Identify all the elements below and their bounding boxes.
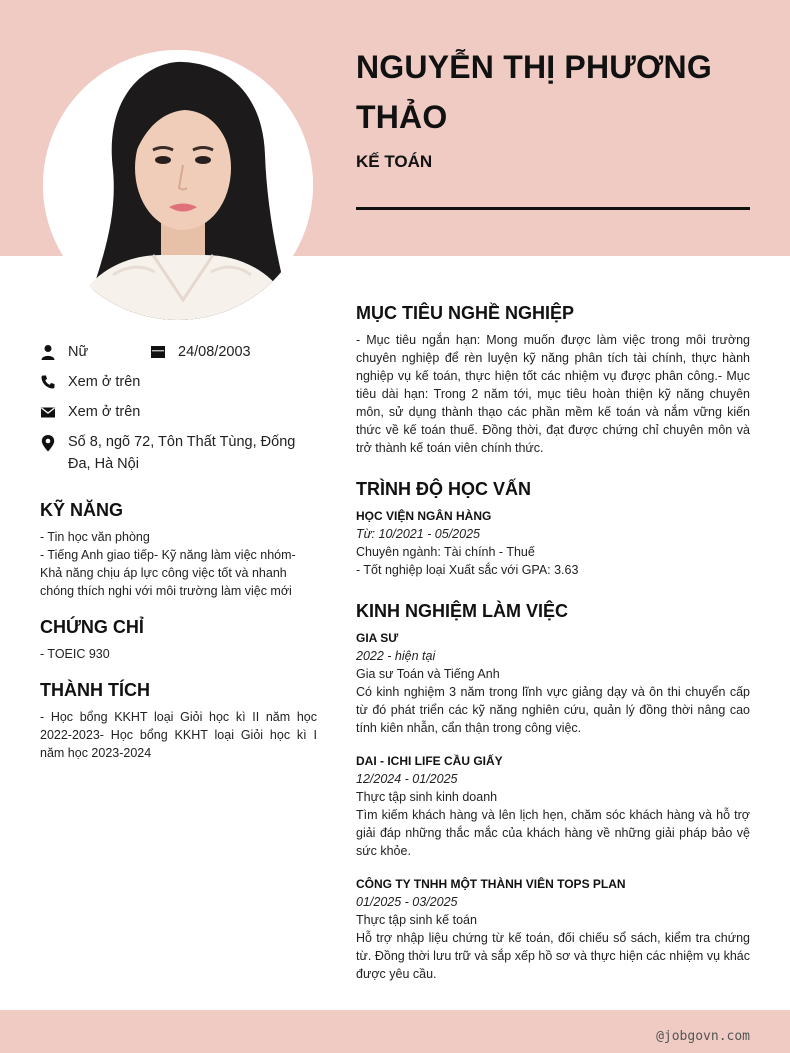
calendar-icon xyxy=(150,344,166,360)
location-pin-icon xyxy=(40,434,56,450)
job-description: Hỗ trợ nhập liệu chứng từ kế toán, đối chiếu sổ sách, kiểm tra chứng từ. Đồng thời lưu trữ và sắp xếp hồ sơ và thực hiện các nhiệm vụ khác được yêu cầu. xyxy=(356,931,750,981)
job-period: 12/2024 - 01/2025 xyxy=(356,772,458,786)
skills-heading: KỸ NĂNG xyxy=(40,500,124,520)
school-name: HỌC VIỆN NGÂN HÀNG xyxy=(356,509,492,523)
phone-value: Xem ở trên xyxy=(68,374,141,390)
job-period: 2022 - hiện tại xyxy=(356,649,436,663)
education-period: Từ: 10/2021 - 05/2025 xyxy=(356,527,480,541)
experience-heading: KINH NGHIỆM LÀM VIỆC xyxy=(356,601,569,621)
experience-entry xyxy=(356,875,750,983)
mail-icon xyxy=(40,404,56,420)
job-description: Tìm kiếm khách hàng và lên lịch hẹn, chăm sóc khách hàng và hỗ trợ giải đáp những thắc mắc của khách hàng về những giải pháp bảo vệ sức khỏe. xyxy=(356,808,750,858)
contact-address xyxy=(40,431,305,475)
skills-line: - Tiếng Anh giao tiếp- Kỹ năng làm việc nhóm- Khả năng chịu áp lực công việc tốt và nhanh chóng thích nghi với môi trường làm việc mới xyxy=(40,548,296,598)
job-role: Thực tập sinh kế toán xyxy=(356,913,477,927)
employer-name: GIA SƯ xyxy=(356,631,399,645)
experience-entry xyxy=(356,752,750,860)
email-value: Xem ở trên xyxy=(68,404,141,420)
job-role: Thực tập sinh kinh doanh xyxy=(356,790,498,804)
gender-value: Nữ xyxy=(68,344,89,360)
contact-email xyxy=(40,401,140,423)
title-divider xyxy=(356,207,750,210)
phone-icon xyxy=(40,374,56,390)
achievements-heading: THÀNH TÍCH xyxy=(40,680,150,700)
skills-text xyxy=(40,528,317,600)
profile-photo xyxy=(43,50,313,320)
education-result: - Tốt nghiệp loại Xuất sắc với GPA: 3.63 xyxy=(356,563,579,577)
certificates-text: - TOEIC 930 xyxy=(40,647,110,661)
contact-dob xyxy=(150,341,251,363)
objective-heading: MỤC TIÊU NGHỀ NGHIỆP xyxy=(356,303,575,323)
candidate-name: NGUYỄN THỊ PHƯƠNG THẢO xyxy=(356,49,712,135)
contact-gender xyxy=(40,341,88,363)
address-value: Số 8, ngõ 72, Tôn Thất Tùng, Đống Đa, Hà Nội xyxy=(68,434,296,472)
objective-text: - Mục tiêu ngắn hạn: Mong muốn được làm việc trong môi trường chuyên nghiệp để rèn luyện kỹ năng phân tích tài chính, thực hành nghiệp vụ kế toán, thực hiện tốt các nhiệm vụ được phân công.- Mục tiêu dài hạn: Trong 2 năm tới, mục tiêu hoàn thiện kỹ năng chuyên môn, sử dụng thành thạo các phần mềm kế toán và nắm vững kiến thức về kế toán thuế. Đồng thời, đạt được chứng chỉ chuyên môn và trở thành kế toán viên chính thức. xyxy=(356,333,750,455)
education-heading: TRÌNH ĐỘ HỌC VẤN xyxy=(356,479,531,499)
experience-entry xyxy=(356,629,750,737)
achievements-text: - Học bổng KKHT loại Giỏi học kì II năm học 2022-2023- Học bổng KKHT loại Giỏi học kì I năm học 2023-2024 xyxy=(40,710,317,760)
footer-brand: @jobgovn.com xyxy=(656,1029,750,1044)
employer-name: CÔNG TY TNHH MỘT THÀNH VIÊN TOPS PLAN xyxy=(356,877,626,891)
contact-phone xyxy=(40,371,140,393)
person-icon xyxy=(40,344,56,360)
education-entry xyxy=(356,507,750,579)
job-title: KẾ TOÁN xyxy=(356,152,433,171)
job-period: 01/2025 - 03/2025 xyxy=(356,895,458,909)
education-major: Chuyên ngành: Tài chính - Thuế xyxy=(356,545,535,559)
employer-name: DAI - ICHI LIFE CẦU GIẤY xyxy=(356,754,503,768)
job-description: Có kinh nghiệm 3 năm trong lĩnh vực giảng dạy và ôn thi chuyển cấp từ đó phát triển các kỹ năng nghiên cứu, quản lý đồng thời nâng cao tính kiên nhẫn, cẩn thận trong công việc. xyxy=(356,685,750,735)
job-role: Gia sư Toán và Tiếng Anh xyxy=(356,667,500,681)
certificates-heading: CHỨNG CHỈ xyxy=(40,617,144,637)
skills-line: - Tin học văn phòng xyxy=(40,530,150,544)
dob-value: 24/08/2003 xyxy=(178,344,251,360)
